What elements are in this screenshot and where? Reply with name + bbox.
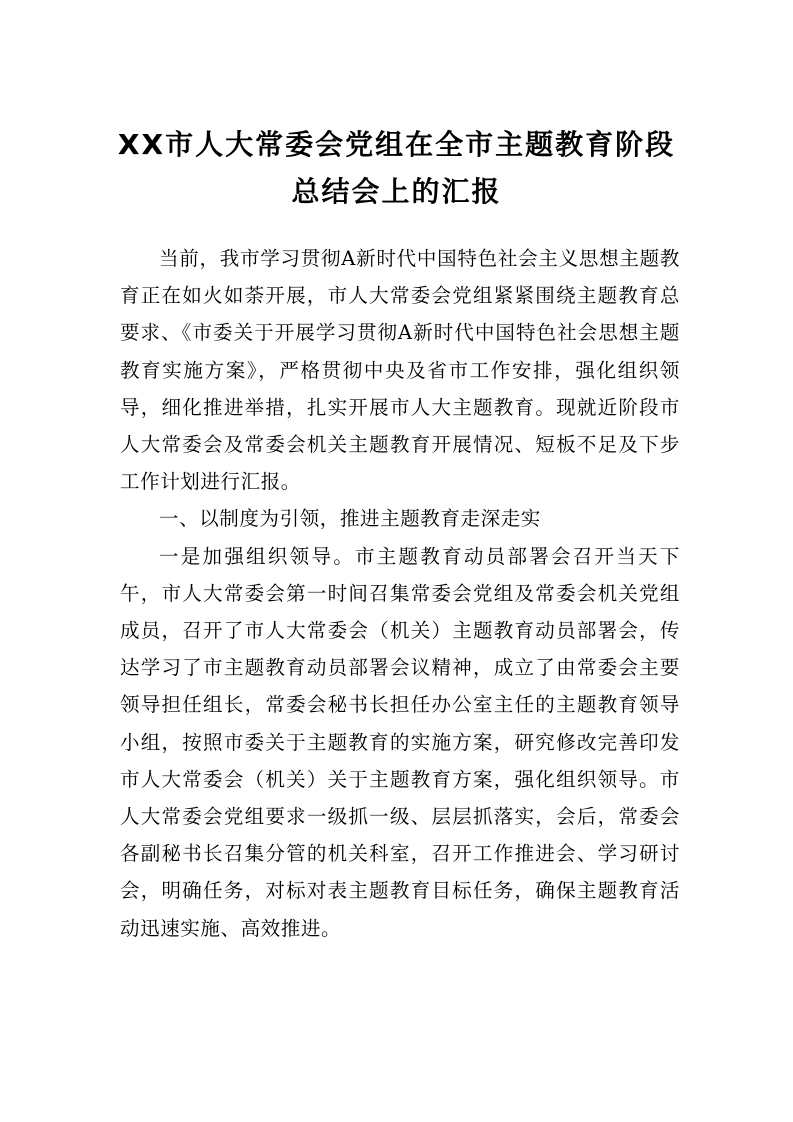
document-title-line-2: 总结会上的汇报 (291, 175, 502, 208)
section-heading: 一、以制度为引领，推进主题教育走深走实 (159, 507, 541, 531)
document-body (120, 240, 680, 947)
document-title-line-1: XX市人大常委会党组在全市主题教育阶段 (117, 128, 676, 161)
body-paragraph: 一是加强组织领导。市主题教育动员部署会召开当天下午，市人大常委会第一时间召集常委会党组及常委会机关党组成员，召开了市人大常委会（机关）主题教育动员部署会，传达学习了市主题教育动员部署会议精神，成立了由常委会主要领导担任组长，常委会秘书长担任办公室主任的主题教育领导小组，按照市委关于主题教育的实施方案，研究修改完善印发市人大常委会（机关）关于主题教育方案，强化组织领导。市人大常委会党组要求一级抓一级、层层抓落实，会后，常委会各副秘书长召集分管的机关科室，召开工作推进会、学习研讨会，明确任务，对标对表主题教育目标任务，确保主题教育活动迅速实施、高效推进。 (120, 544, 680, 940)
intro-paragraph: 当前，我市学习贯彻A新时代中国特色社会主义思想主题教育正在如火如荼开展，市人大常委会党组紧紧围绕主题教育总要求、《市委关于开展学习贯彻A新时代中国特色社会思想主题教育实施方案》，严格贯彻中央及省市工作安排，强化组织领导，细化推进举措，扎实开展市人大主题教育。现就近阶段市人大常委会及常委会机关主题教育开展情况、短板不足及下步工作计划进行汇报。 (120, 247, 680, 494)
